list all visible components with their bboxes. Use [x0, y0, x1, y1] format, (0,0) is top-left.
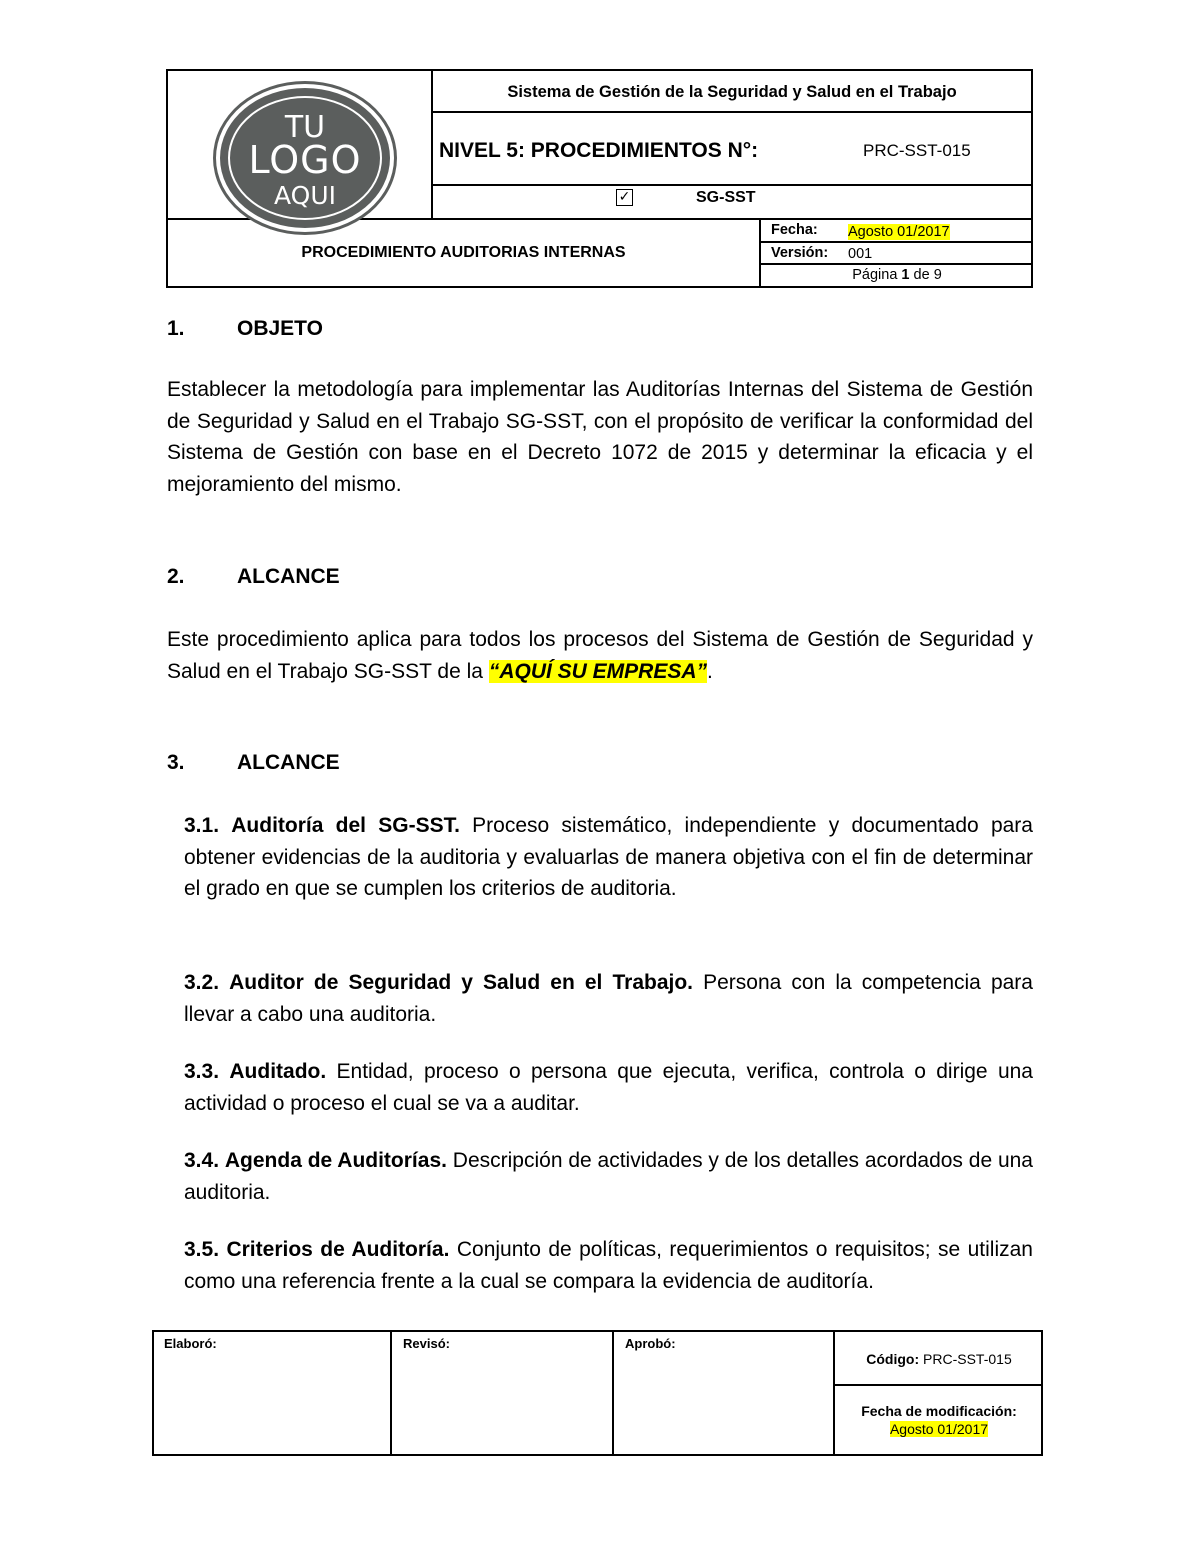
- reviso-label: Revisó:: [403, 1336, 450, 1351]
- definition-number: 3.5.: [184, 1238, 220, 1261]
- definition-term: Agenda de Auditorías.: [224, 1149, 447, 1172]
- fecha-value-text: Agosto 01/2017: [848, 224, 950, 240]
- level-label: NIVEL 5: PROCEDIMIENTOS N°:: [439, 139, 759, 162]
- page-number: 1: [901, 267, 910, 283]
- section-3-title: ALCANCE: [237, 751, 340, 774]
- section-1-text: Establecer la metodología para implementar las Auditorías Internas del Sistema de Gestión de Seguridad y Salud en el Trabajo SG-SST, con el propósito de verificar la conformidad del Sistema de Gestión con base en el Decreto 1072 de 2015 y determinar la eficacia y el mejoramiento del mismo.: [167, 378, 1033, 496]
- elaboro-label: Elaboró:: [164, 1336, 217, 1351]
- fecha-modificacion-text: Agosto 01/2017: [889, 1421, 989, 1437]
- definition-number: 3.2.: [184, 971, 220, 994]
- definition-text: Proceso sistemático, independiente y documentado para obtener evidencias de la auditoria y evaluarlas de manera objetiva con el fin de determinar el grado en que se cumplen los criterios de auditoria.: [184, 814, 1033, 900]
- sg-sst-checkbox[interactable]: ✓: [616, 189, 633, 206]
- codigo-label: Código:: [866, 1351, 920, 1367]
- fecha-value: [848, 224, 950, 240]
- section-1-title: OBJETO: [237, 317, 323, 340]
- logo-text-aqui: AQUI: [273, 181, 336, 210]
- definition-item: [184, 1145, 1033, 1208]
- definition-text: Descripción de actividades y de los detalles acordados de una auditoria.: [184, 1149, 1033, 1204]
- logo-text-tu: TU: [284, 110, 326, 145]
- page-mid: de: [909, 267, 934, 283]
- company-logo: [216, 84, 394, 232]
- definition-text: Persona con la competencia para llevar a cabo una auditoria.: [184, 971, 1033, 1026]
- definition-item: [184, 967, 1033, 1030]
- header-table: [166, 69, 1033, 288]
- section-3-number: 3.: [167, 751, 185, 774]
- fecha-modificacion-label: Fecha de modificación:: [861, 1403, 1017, 1419]
- header-divider: [759, 241, 1033, 243]
- version-label: Versión:: [771, 245, 829, 261]
- procedure-title: PROCEDIMIENTO AUDITORIAS INTERNAS: [301, 244, 626, 261]
- footer-table: [152, 1330, 1043, 1456]
- definition-number: 3.4.: [184, 1149, 220, 1172]
- header-divider: [431, 111, 1033, 113]
- level-code: PRC-SST-015: [863, 141, 971, 160]
- definition-term: Auditado.: [229, 1060, 327, 1083]
- definition-term: Criterios de Auditoría.: [226, 1238, 450, 1261]
- codigo-value: PRC-SST-015: [919, 1351, 1012, 1367]
- header-divider: [431, 184, 1033, 186]
- page-total: 9: [933, 267, 942, 283]
- header-divider: [759, 263, 1033, 265]
- section-2-title: ALCANCE: [237, 565, 340, 588]
- definition-item: [184, 810, 1033, 905]
- section-1-number: 1.: [167, 317, 185, 340]
- page-prefix: Página: [852, 267, 902, 283]
- section-2-text: [167, 624, 1033, 687]
- system-title: Sistema de Gestión de la Seguridad y Salud en el Trabajo: [507, 83, 957, 101]
- definition-text: Entidad, proceso o persona que ejecuta, verifica, controla o dirige una actividad o proceso el cual se va a auditar.: [184, 1060, 1033, 1115]
- fecha-label: Fecha:: [771, 222, 818, 238]
- aprobo-label: Aprobó:: [625, 1336, 676, 1351]
- definition-number: 3.1.: [184, 814, 220, 837]
- footer-divider: [612, 1332, 614, 1456]
- logo-text-logo: LOGO: [248, 138, 362, 182]
- page-indicator: [761, 267, 1033, 283]
- section-2-end: .: [707, 659, 713, 683]
- version-value: 001: [848, 246, 873, 262]
- definition-term: Auditor de Seguridad y Salud en el Trabajo.: [229, 971, 693, 994]
- section-2-number: 2.: [167, 565, 185, 588]
- company-name-placeholder: “AQUÍ SU EMPRESA”: [488, 659, 708, 683]
- codigo: [835, 1351, 1043, 1367]
- fecha-modificacion-value: [835, 1421, 1043, 1437]
- definition-term: Auditoría del SG-SST.: [231, 814, 460, 837]
- checkbox-label: SG-SST: [696, 189, 756, 206]
- section-2-body: Este procedimiento aplica para todos los procesos del Sistema de Gestión de Seguridad y Salud en el Trabajo SG-SST de la: [167, 628, 1033, 683]
- footer-divider: [390, 1332, 392, 1456]
- definition-item: [184, 1234, 1033, 1297]
- definition-item: [184, 1056, 1033, 1119]
- definition-text: Conjunto de políticas, requerimientos o requisitos; se utilizan como una referencia frente a la cual se compara la evidencia de auditoría.: [184, 1238, 1033, 1293]
- footer-divider: [833, 1384, 1043, 1386]
- definition-number: 3.3.: [184, 1060, 220, 1083]
